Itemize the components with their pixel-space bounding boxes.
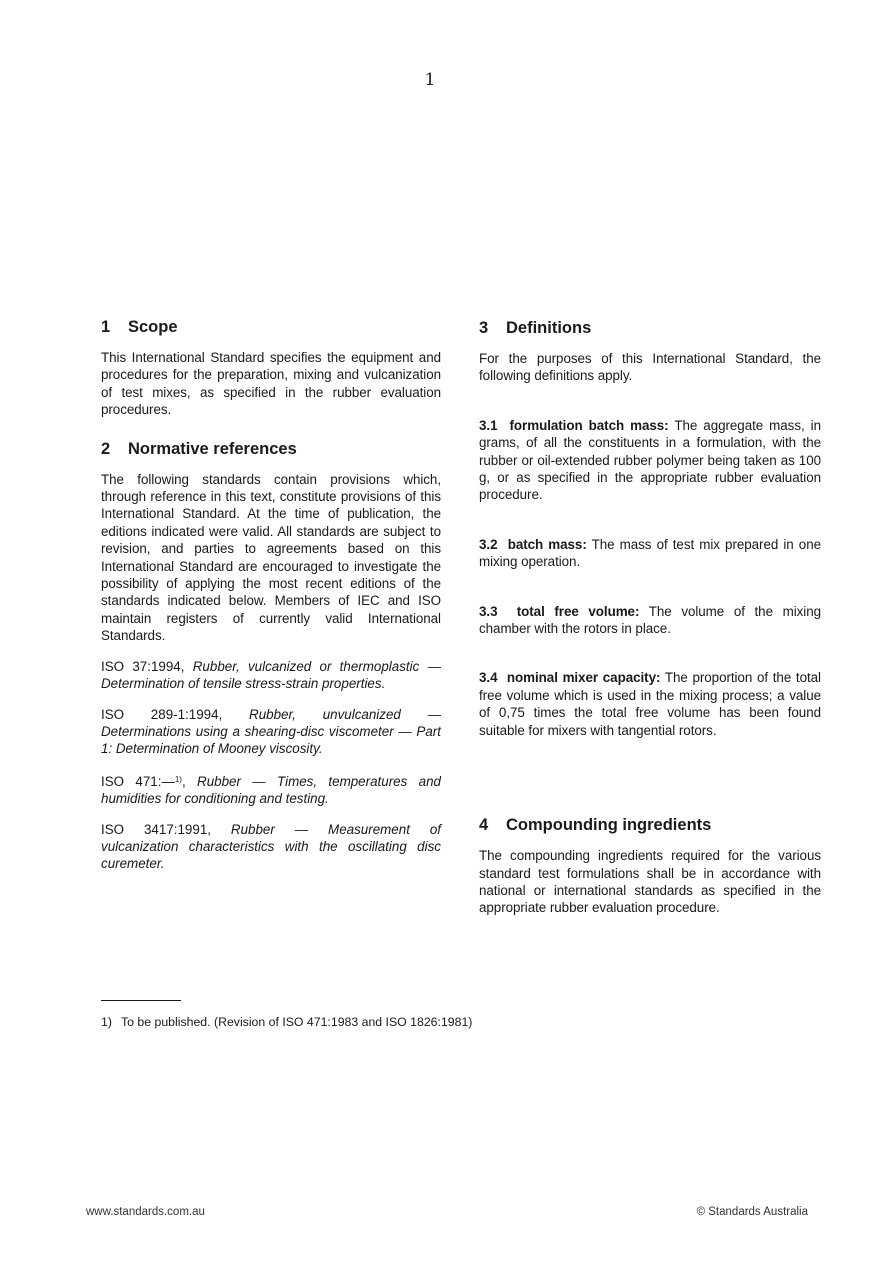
definition-text: The aggregate mass, in grams, of all the constituents in a formulation, with the rubber or oil-extended rubber polymer being taken as 100 g, or as specified in the appropriate rubber evaluation procedure. <box>479 417 821 503</box>
definition-text: The mass of test mix prepared in one mixing operation. <box>479 536 821 570</box>
definition-3-3 <box>479 603 821 638</box>
page-number: 1 <box>424 70 436 90</box>
reference-title: Rubber — Measurement of vulcanization characteristics with the oscillating disc curemeter. <box>101 821 441 872</box>
normative-text: The following standards contain provisions which, through reference in this text, constitute provisions of this International Standard. At the time of publication, the editions indicated were valid. All standards are subject to revision, and parties to agreements based on this International Standard are encouraged to investigate the possibility of applying the most recent editions of the standards indicated below. Members of IEC and ISO maintain registers of currently valid International Standards. <box>101 471 441 644</box>
scope-text: This International Standard specifies the equipment and procedures for the preparation, mixing and vulcanization of test mixes, as specified in the rubber evaluation procedures. <box>101 350 441 418</box>
reference-title: Rubber, vulcanized or thermoplastic — Determination of tensile stress-strain properties. <box>101 658 441 692</box>
definition-number: 3.1 <box>479 417 498 433</box>
definition-text: The proportion of the total free volume which is used in the mixing process; a value of 0,75 times the total free volume has been found suitable for mixers with tangential rotors. <box>479 670 821 738</box>
reference-iso-37 <box>101 658 441 693</box>
left-column <box>101 317 441 873</box>
reference-iso-471: ISO 471:—$^{1)}$, Rubber — Times, temperatures and humidities for conditioning and testing. <box>101 773 441 807</box>
footnote-text: To be published. (Revision of ISO 471:1983 and ISO 1826:1981) <box>121 1015 473 1029</box>
definitions-number: 3 <box>479 319 489 337</box>
definition-term: nominal mixer capacity: <box>506 670 661 686</box>
scope-title: Scope <box>128 318 178 336</box>
definition-number: 3.4 <box>479 670 498 686</box>
reference-iso-289-1 <box>101 706 441 758</box>
normative-title: Normative references <box>128 439 297 458</box>
footer-website: www.standards.com.au <box>86 1206 205 1218</box>
reference-title: Rubber, unvulcanized — Determinations using a shearing-disc viscometer — Part 1: Determination of Mooney viscosity. <box>101 706 441 757</box>
definitions-heading <box>479 318 821 338</box>
definition-3-1 <box>479 417 821 504</box>
reference-code: ISO 37:1994, <box>101 658 185 674</box>
definition-term: total free volume: <box>516 603 640 619</box>
footnote <box>101 1014 472 1030</box>
footnote-divider <box>101 1000 181 1001</box>
definition-number: 3.2 <box>479 536 498 552</box>
definition-term: batch mass: <box>507 536 587 552</box>
definition-number: 3.3 <box>479 603 498 619</box>
reference-title: Rubber — Times, temperatures and humidities for conditioning and testing. <box>101 773 441 807</box>
compounding-number: 4 <box>479 816 489 835</box>
reference-code: ISO 289-1:1994, <box>101 706 223 722</box>
normative-heading <box>101 439 441 459</box>
reference-code: ISO 3417:1991, <box>101 821 211 837</box>
definition-3-4 <box>479 669 821 739</box>
definition-term: formulation batch mass: <box>509 417 669 433</box>
compounding-text: The compounding ingredients required for the various standard test formulations shall be in accordance with national or international standards as specified in the appropriate rubber evaluation procedure. <box>479 848 821 916</box>
compounding-title: Compounding ingredients <box>506 816 712 835</box>
right-column <box>479 318 821 917</box>
reference-code: ISO 471:— <box>101 773 175 789</box>
definitions-intro: For the purposes of this International Standard, the following definitions apply. <box>479 351 821 384</box>
definition-3-2 <box>479 536 821 571</box>
footnote-marker: 1) <box>174 774 182 784</box>
reference-iso-3417 <box>101 821 441 873</box>
normative-number: 2 <box>101 439 111 458</box>
compounding-heading <box>479 815 821 835</box>
scope-number: 1 <box>101 318 111 336</box>
footnote-mark: 1) <box>101 1015 112 1029</box>
definition-text: The volume of the mixing chamber with the rotors in place. <box>479 603 821 637</box>
definitions-title: Definitions <box>506 319 592 337</box>
footer-copyright: © Standards Australia <box>696 1206 808 1218</box>
scope-heading <box>101 317 441 337</box>
